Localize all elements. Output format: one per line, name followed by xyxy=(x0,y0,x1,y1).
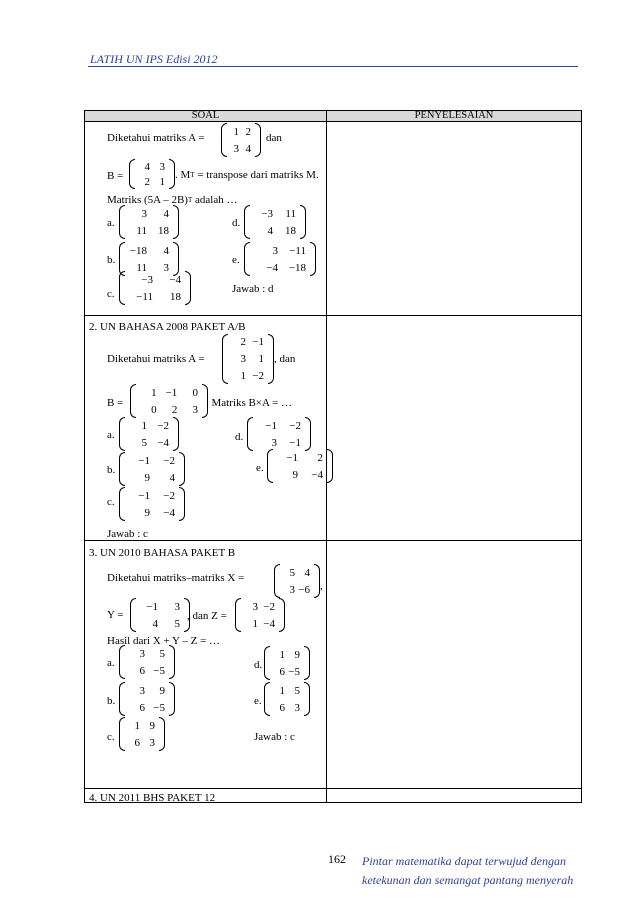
matrix-entry: 3 xyxy=(252,600,258,613)
matrix-entry: 2 xyxy=(144,175,150,188)
q3-z-label: , dan Z = xyxy=(187,610,227,622)
column-header-soal: SOAL xyxy=(85,111,326,121)
matrix-entry: 5 xyxy=(289,566,295,579)
matrix-entry: 3 xyxy=(192,403,198,416)
matrix-entry: 9 xyxy=(144,471,150,484)
matrix-entry: 3 xyxy=(174,600,180,613)
matrix-entry: 6 xyxy=(139,701,145,714)
matrix-entry: 18 xyxy=(285,224,296,237)
q3-matrix-X xyxy=(274,564,320,598)
matrix-entry: −2 xyxy=(289,419,301,432)
matrix-entry: −1 xyxy=(265,419,277,432)
q2-option-d-matrix xyxy=(247,417,311,451)
matrix-entry: −3 xyxy=(261,207,273,220)
matrix-entry: 1 xyxy=(252,617,258,630)
matrix-entry: 9 xyxy=(144,506,150,519)
q1-option-d-label: d. xyxy=(232,217,241,229)
footer-tagline xyxy=(362,852,573,890)
q3-title: 3. UN 2010 BAHASA PAKET B xyxy=(89,547,236,559)
q1-matrix-A xyxy=(221,123,261,157)
q2-option-a-matrix xyxy=(119,417,179,451)
matrix-entry: 1 xyxy=(279,648,285,661)
matrix-entry: 1 xyxy=(279,684,285,697)
header-rule xyxy=(88,66,578,67)
q4-title: 4. UN 2011 BHS PAKET 12 xyxy=(89,792,216,804)
matrix-entry: 5 xyxy=(159,647,165,660)
matrix-entry: 1 xyxy=(258,353,264,365)
matrix-entry: −2 xyxy=(163,454,175,467)
matrix-entry: 6 xyxy=(279,665,285,678)
q3-option-c-label: c. xyxy=(107,731,115,743)
running-header: LATIH UN IPS Edisi 2012 xyxy=(90,52,218,66)
q3-option-e-matrix xyxy=(264,682,310,716)
q2-matrix-A xyxy=(222,334,274,384)
q2-option-a-label: a. xyxy=(107,429,115,441)
matrix-entry: 4 xyxy=(304,566,310,579)
matrix-entry: −5 xyxy=(288,665,300,678)
matrix-entry: 3 xyxy=(149,736,155,749)
matrix-entry: 2 xyxy=(245,125,251,138)
matrix-entry: 18 xyxy=(170,290,181,303)
footer-tagline-line1: Pintar matematika dapat terwujud dengan xyxy=(362,854,566,868)
q3-option-a-matrix xyxy=(119,645,175,679)
matrix-entry: −1 xyxy=(165,386,178,399)
q1-option-e-matrix xyxy=(244,242,316,276)
q2-option-b-label: b. xyxy=(107,464,116,476)
matrix-entry: −1 xyxy=(138,489,150,502)
matrix-entry: −1 xyxy=(289,436,301,449)
matrix-entry: 4 xyxy=(144,160,150,173)
q3-option-a-label: a. xyxy=(107,657,115,669)
q1-dan: dan xyxy=(266,132,282,144)
matrix-entry: 11 xyxy=(136,224,147,237)
q3-comma: , xyxy=(320,580,323,592)
q1-answer: Jawab : d xyxy=(232,283,274,295)
matrix-entry: 1 xyxy=(240,369,246,382)
matrix-entry: 3 xyxy=(141,207,147,220)
column-header-penyelesaian: PENYELESAIAN xyxy=(327,111,581,121)
matrix-entry: 4 xyxy=(163,244,169,257)
header-rule-line xyxy=(85,121,581,122)
matrix-entry: −5 xyxy=(153,664,165,677)
row-divider xyxy=(85,315,581,316)
q2-option-c-matrix xyxy=(119,487,185,521)
matrix-entry: 5 xyxy=(141,436,147,449)
q3-option-b-label: b. xyxy=(107,695,116,707)
matrix-entry: 18 xyxy=(158,224,169,237)
matrix-entry: 2 xyxy=(240,336,246,349)
matrix-entry: 9 xyxy=(159,684,165,697)
matrix-entry: 3 xyxy=(240,353,246,365)
matrix-entry: −4 xyxy=(263,617,275,630)
matrix-entry: 1 xyxy=(141,419,147,432)
matrix-entry: 3 xyxy=(289,583,295,596)
matrix-entry: −18 xyxy=(288,261,306,274)
q1-option-e-label: e. xyxy=(232,254,240,266)
matrix-entry: 1 xyxy=(159,175,165,188)
matrix-entry: −1 xyxy=(286,451,298,464)
matrix-entry: 3 xyxy=(159,160,165,173)
q1-option-c-matrix xyxy=(119,271,191,305)
matrix-entry: 3 xyxy=(272,244,278,257)
matrix-entry: 3 xyxy=(163,261,169,274)
matrix-entry: 5 xyxy=(174,617,180,630)
q2-dan: , dan xyxy=(274,353,296,365)
matrix-entry: −4 xyxy=(157,436,169,449)
q1-matrix-B xyxy=(129,159,175,189)
q3-option-d-matrix xyxy=(264,646,310,680)
matrix-entry: 3 xyxy=(271,436,277,449)
matrix-entry: 6 xyxy=(134,736,140,749)
q2-answer: Jawab : c xyxy=(107,528,148,540)
matrix-entry: 11 xyxy=(136,261,147,274)
matrix-entry: −11 xyxy=(289,244,306,257)
q3-option-e-label: e. xyxy=(254,695,262,707)
q2-option-e-matrix xyxy=(267,449,333,483)
q3-answer: Jawab : c xyxy=(254,731,295,743)
matrix-entry: 4 xyxy=(152,617,158,630)
q1-b-label: B = xyxy=(107,170,124,182)
matrix-entry: −6 xyxy=(298,583,310,596)
matrix-entry: −11 xyxy=(136,290,153,303)
matrix-entry: 6 xyxy=(139,664,145,677)
matrix-entry: 1 xyxy=(134,719,140,732)
row-divider xyxy=(85,788,581,789)
q2-b-label: B = xyxy=(107,397,124,409)
q2-option-c-label: c. xyxy=(107,496,115,508)
matrix-entry: 2 xyxy=(171,403,178,416)
matrix-entry: 4 xyxy=(163,207,169,220)
matrix-entry: 1 xyxy=(233,125,239,138)
matrix-entry: 9 xyxy=(292,468,298,481)
matrix-entry: −4 xyxy=(163,506,175,519)
matrix-entry: 4 xyxy=(169,471,175,484)
q2-option-d-label: d. xyxy=(235,431,244,443)
q3-option-d-label: d. xyxy=(254,659,263,671)
matrix-entry: 4 xyxy=(245,142,251,155)
q1-option-a-matrix xyxy=(119,205,179,239)
q3-option-b-matrix xyxy=(119,682,175,716)
q1-option-d-matrix xyxy=(244,205,306,239)
matrix-entry: 3 xyxy=(139,684,145,697)
q1-transpose-note: . $M^T$ = transpose dari matriks M. xyxy=(175,169,319,181)
exercise-table xyxy=(84,110,582,803)
matrix-entry: 1 xyxy=(151,386,157,399)
matrix-entry: −4 xyxy=(169,273,181,286)
matrix-entry: 4 xyxy=(267,224,273,237)
q2-title: 2. UN BAHASA 2008 PAKET A/B xyxy=(89,321,246,333)
matrix-entry: 9 xyxy=(149,719,155,732)
matrix-entry: −4 xyxy=(266,261,278,274)
matrix-entry: −1 xyxy=(146,600,158,613)
q3-matrix-Y xyxy=(130,598,190,632)
matrix-entry: 0 xyxy=(151,403,157,416)
q1-question: Matriks (5A – 2B)$^T$ adalah … xyxy=(107,194,238,206)
q2-question: . Matriks B×A = … xyxy=(206,397,293,409)
row-divider xyxy=(85,540,581,541)
matrix-entry: −5 xyxy=(153,701,165,714)
matrix-entry: 3 xyxy=(139,647,145,660)
matrix-entry: −3 xyxy=(141,273,153,286)
q1-option-c-label: c. xyxy=(107,288,115,300)
matrix-entry: 5 xyxy=(294,684,300,697)
matrix-entry: −2 xyxy=(157,419,169,432)
matrix-entry: −1 xyxy=(252,336,264,349)
q3-statement: Diketahui matriks–matriks X = xyxy=(107,572,245,584)
matrix-entry: −2 xyxy=(252,369,264,382)
matrix-entry: −2 xyxy=(163,489,175,502)
q1-statement: Diketahui matriks A = xyxy=(107,132,205,144)
q3-y-label: Y = xyxy=(107,609,124,621)
q2-matrix-B xyxy=(130,384,208,418)
matrix-entry: 2 xyxy=(317,451,323,464)
q1-option-a-label: a. xyxy=(107,217,115,229)
matrix-entry: −18 xyxy=(129,244,147,257)
q3-question: Hasil dari X + Y – Z = … xyxy=(107,635,221,647)
matrix-entry: 3 xyxy=(233,142,239,155)
q2-option-b-matrix xyxy=(119,452,185,486)
page-number: 162 xyxy=(328,852,346,866)
matrix-entry: −2 xyxy=(263,600,275,613)
matrix-entry: −1 xyxy=(138,454,150,467)
matrix-entry: 11 xyxy=(285,207,296,220)
matrix-entry: 9 xyxy=(294,648,300,661)
q2-option-e-label: e. xyxy=(256,462,264,474)
q2-statement: Diketahui matriks A = xyxy=(107,353,205,365)
matrix-entry: 3 xyxy=(294,701,300,714)
q3-matrix-Z xyxy=(235,598,285,632)
q1-option-b-label: b. xyxy=(107,254,116,266)
q3-option-c-matrix xyxy=(119,717,165,751)
footer-tagline-line2: ketekunan dan semangat pantang menyerah xyxy=(362,873,574,887)
matrix-entry: −4 xyxy=(311,468,323,481)
matrix-entry: 6 xyxy=(279,701,285,714)
matrix-entry: 0 xyxy=(192,386,198,399)
